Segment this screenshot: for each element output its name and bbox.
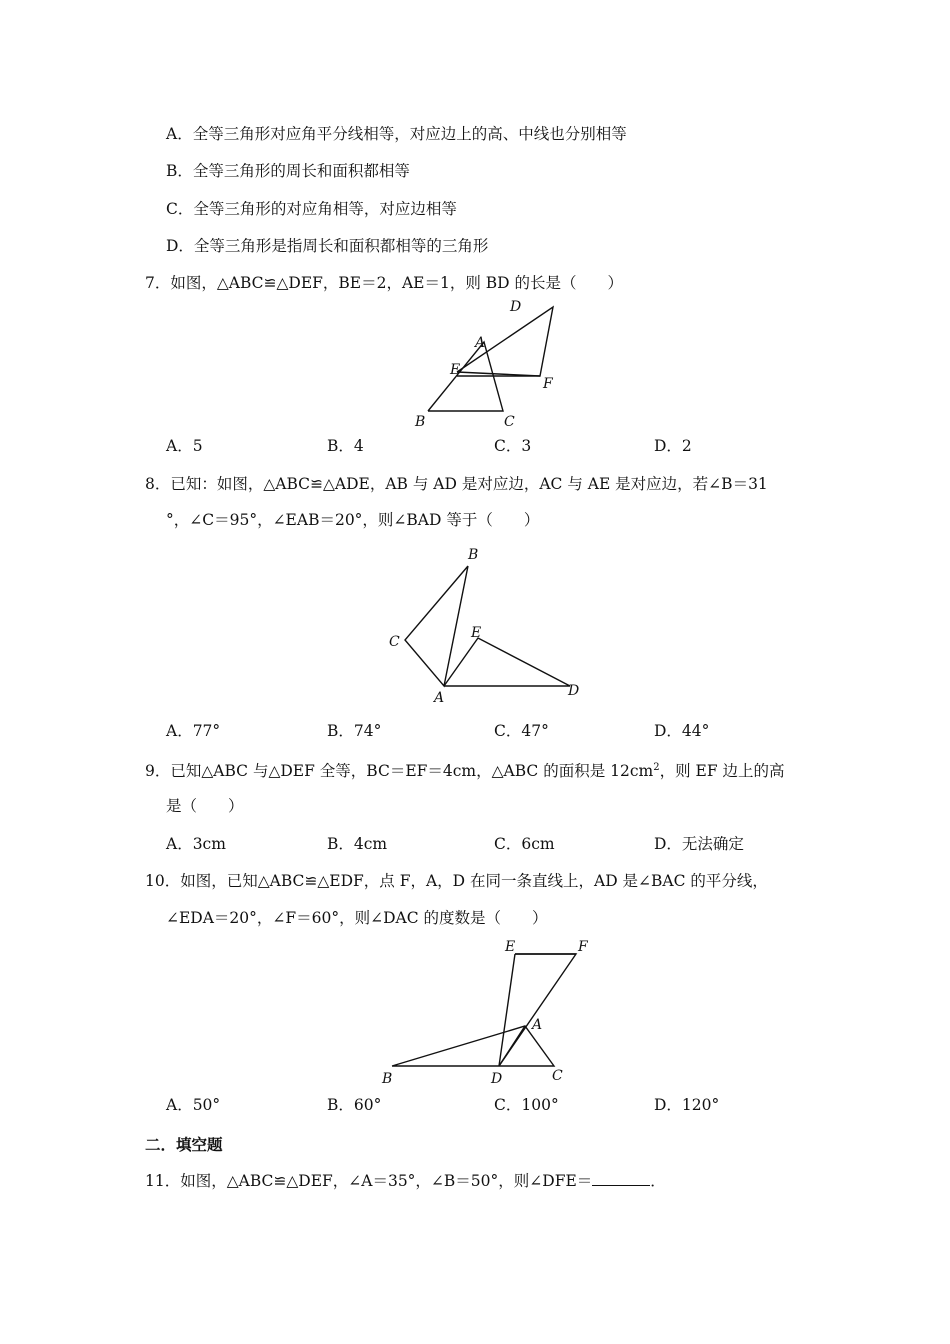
q8-label-b: B [468,547,479,563]
q10-figure [375,935,605,1090]
q9-text-pre: 9．已知△ABC 与△DEF 全等，BC＝EF＝4cm，△ABC 的面积是 12cm [145,762,654,781]
q10-option-a: A．50° [166,1096,221,1114]
q8-question-line2: °，∠C＝95°，∠EAB＝20°，则∠BAD 等于（ ） [166,511,540,529]
q7-label-b: B [415,414,426,430]
q10-label-a: A [532,1017,543,1033]
q11-text-post: ． [650,1172,666,1190]
section-title-fill-in: 二．填空题 [145,1135,223,1154]
q6-option-a: A．全等三角形对应角平分线相等，对应边上的高、中线也分别相等 [166,125,627,143]
q10-label-e: E [505,939,516,955]
q8-option-a: A．77° [166,722,221,740]
q7-option-b: B．4 [327,437,364,455]
q9-option-c: C．6cm [494,835,555,853]
q6-option-d: D．全等三角形是指周长和面积都相等的三角形 [166,237,489,255]
q7-triangle-def [457,307,553,376]
q8-triangle-abc [405,566,468,686]
q8-option-d: D．44° [654,722,710,740]
q7-label-d: D [510,299,522,315]
q10-triangle-abc [392,1026,554,1066]
q10-option-b: B．60° [327,1096,382,1114]
q9-option-d: D．无法确定 [654,835,744,853]
q7-question: 7．如图，△ABC≌△DEF，BE＝2，AE＝1，则 BD 的长是（ ） [145,274,624,292]
q7-option-a: A．5 [166,437,203,455]
q8-label-c: C [389,634,400,650]
q10-question-line1: 10．如图，已知△ABC≌△EDF，点 F，A，D 在同一条直线上，AD 是∠BAC 的平分线， [145,872,768,890]
q7-label-a: A [475,335,486,351]
q10-option-d: D．120° [654,1096,720,1114]
q10-label-d: D [491,1071,503,1087]
q6-option-b: B．全等三角形的周长和面积都相等 [166,162,410,180]
q8-label-d: D [568,683,580,699]
q10-option-c: C．100° [494,1096,559,1114]
q9-text-post: ，则 EF 边上的高 [659,762,785,781]
q10-label-c: C [552,1068,563,1084]
q8-label-a: A [434,690,445,706]
q9-option-a: A．3cm [166,835,226,853]
q11-answer-blank[interactable] [592,1170,650,1186]
q9-question-line1 [145,758,785,781]
q9-option-b: B．4cm [327,835,388,853]
q7-option-d: D．2 [654,437,692,455]
q9-text-sup: 2 [653,762,660,773]
q8-option-b: B．74° [327,722,382,740]
q8-figure [380,540,600,710]
q7-label-c: C [504,414,515,430]
q8-triangle-ade [444,638,570,686]
q7-option-c: C．3 [494,437,532,455]
q8-question-line1: 8．已知：如图，△ABC≌△ADE，AB 与 AD 是对应边，AC 与 AE 是对应边，若∠B＝31 [145,475,768,493]
q7-figure [400,298,580,430]
q8-option-c: C．47° [494,722,549,740]
q10-question-line2: ∠EDA＝20°，∠F＝60°，则∠DAC 的度数是（ ） [166,909,548,927]
q9-question-line2: 是（ ） [166,797,244,815]
q7-label-f: F [543,376,553,392]
q11-text-pre: 11．如图，△ABC≌△DEF，∠A＝35°，∠B＝50°，则∠DFE＝ [145,1172,593,1190]
q10-label-f: F [578,939,588,955]
q7-label-e: E [450,362,461,378]
q6-option-c: C．全等三角形的对应角相等，对应边相等 [166,200,457,218]
q8-label-e: E [471,625,482,641]
q11-question [145,1170,666,1191]
q10-label-b: B [382,1071,393,1087]
